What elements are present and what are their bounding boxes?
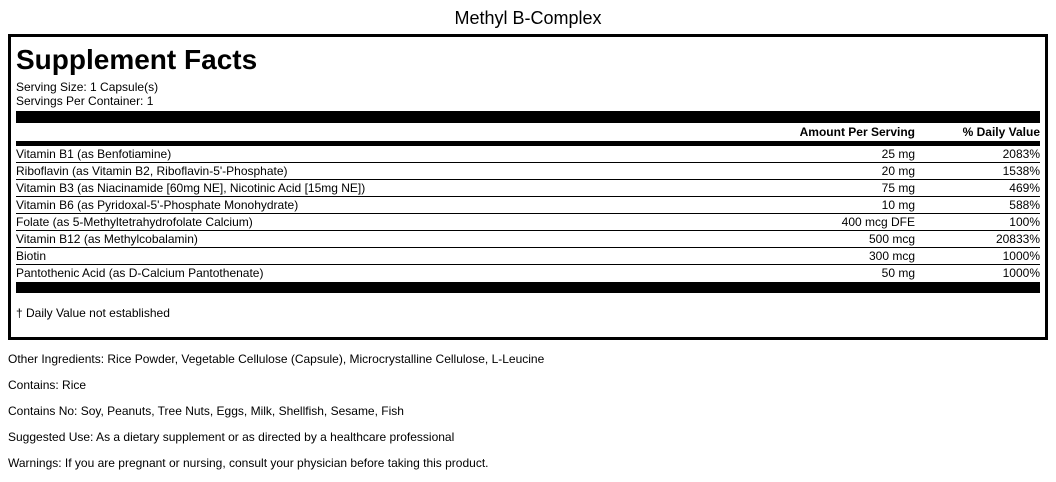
suggested-use: Suggested Use: As a dietary supplement or as directed by a healthcare professional [8,430,455,444]
nutrient-amount: 400 mcg DFE [841,215,915,229]
nutrient-daily-value: 2083% [1002,147,1040,161]
supplement-facts-heading: Supplement Facts [16,44,258,75]
column-headers [16,125,1040,139]
nutrient-row [16,197,1040,214]
nutrient-row [16,163,1040,180]
contains: Contains: Rice [8,378,87,392]
warnings: Warnings: If you are pregnant or nursing, consult your physician before taking this product. [8,456,489,470]
product-title: Methyl B-Complex [454,8,602,28]
nutrient-amount: 20 mg [881,164,915,178]
nutrient-row [16,180,1040,197]
nutrient-daily-value: 1538% [1002,164,1040,178]
nutrient-daily-value: 588% [1009,198,1040,212]
nutrient-row [16,146,1040,163]
nutrient-daily-value: 469% [1009,181,1040,195]
nutrient-row [16,248,1040,265]
nutrient-name: Pantothenic Acid (as D-Calcium Pantothenate) [16,266,264,280]
nutrient-amount: 25 mg [881,147,915,161]
nutrient-row [16,265,1040,281]
nutrient-name: Vitamin B1 (as Benfotiamine) [16,147,172,161]
amount-per-serving-header: Amount Per Serving [799,125,915,139]
nutrient-daily-value: 100% [1009,215,1040,229]
nutrient-daily-value: 1000% [1002,266,1040,280]
nutrient-amount: 10 mg [881,198,915,212]
daily-value-header: % Daily Value [962,125,1040,139]
nutrient-name: Riboflavin (as Vitamin B2, Riboflavin-5'-Phosphate) [16,164,288,178]
contains-no: Contains No: Soy, Peanuts, Tree Nuts, Eggs, Milk, Shellfish, Sesame, Fish [8,404,404,418]
supplement-facts-panel [8,34,1048,340]
daily-value-footnote: † Daily Value not established [16,306,170,320]
nutrient-name: Vitamin B6 (as Pyridoxal-5'-Phosphate Monohydrate) [16,198,299,212]
serving-size: Serving Size: 1 Capsule(s) [16,80,159,94]
nutrient-amount: 300 mcg [868,249,915,263]
nutrient-name: Vitamin B3 (as Niacinamide [60mg NE], Nicotinic Acid [15mg NE]) [16,181,366,195]
nutrient-amount: 500 mcg [868,232,915,246]
nutrient-row [16,214,1040,231]
nutrient-amount: 50 mg [881,266,915,280]
bottom-divider-bar [16,282,1040,293]
nutrient-name: Vitamin B12 (as Methylcobalamin) [16,232,198,246]
servings-per-container: Servings Per Container: 1 [16,94,154,108]
nutrient-daily-value: 20833% [995,232,1040,246]
nutrient-daily-value: 1000% [1002,249,1040,263]
other-ingredients: Other Ingredients: Rice Powder, Vegetable Cellulose (Capsule), Microcrystalline Cellulose, L-Leucine [8,352,545,366]
nutrient-row [16,231,1040,248]
nutrient-name: Biotin [16,249,47,263]
nutrient-rows [16,146,1040,281]
nutrient-amount: 75 mg [881,181,915,195]
nutrient-name: Folate (as 5-Methyltetrahydrofolate Calcium) [16,215,253,229]
top-divider-bar [16,111,1040,123]
